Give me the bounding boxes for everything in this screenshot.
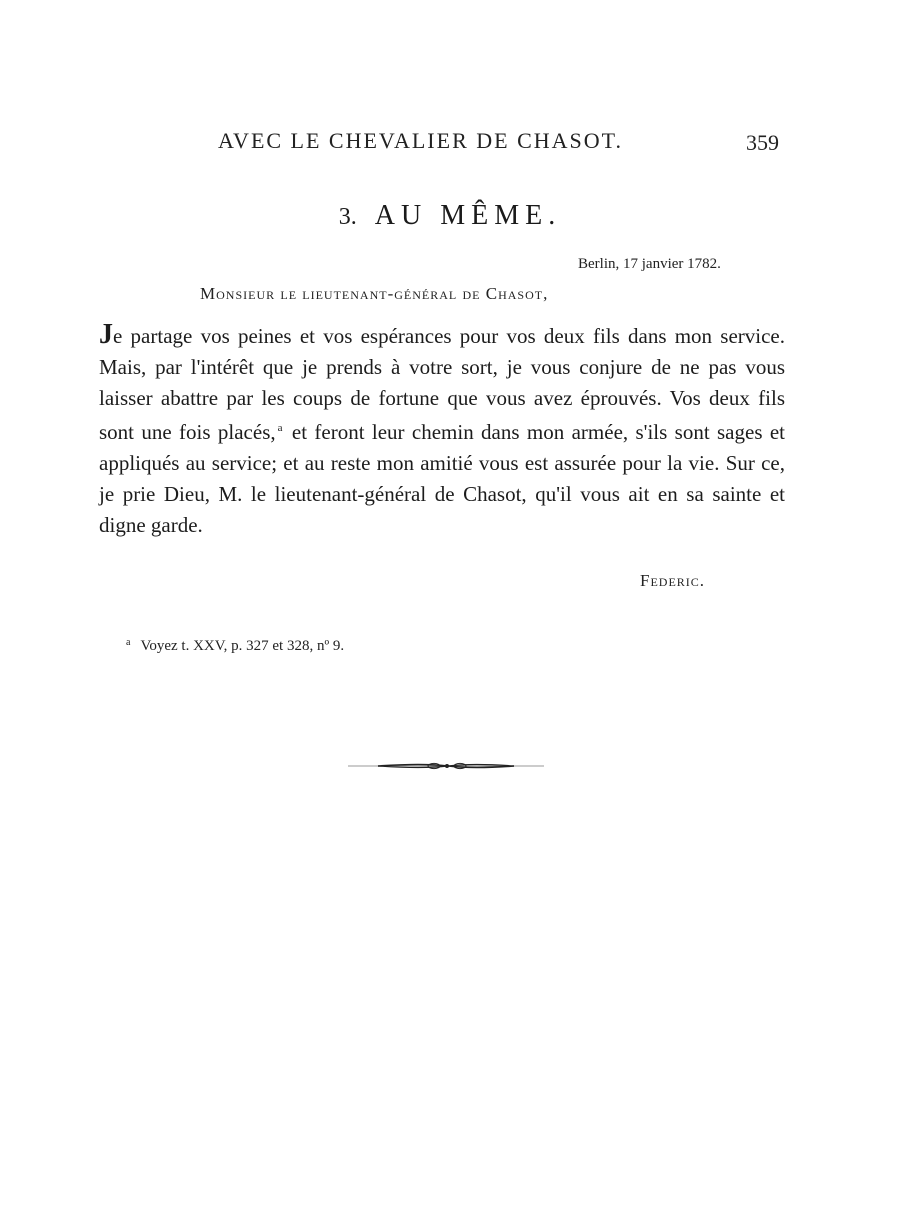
signature: Federic.: [640, 571, 706, 590]
dateline: Berlin, 17 janvier 1782.: [578, 256, 721, 272]
footnote: [126, 637, 344, 655]
letter-heading: AU MÊME.: [374, 200, 562, 231]
letter-body-part1: e partage vos peines et vos espérances pour vos deux fils dans mon service. Mais, par l'intérêt que je prends à votre sort, je vous conjure de ne pas vous laisser abattre par les coups de fortune que vous avez éprouvés. Vos deux fils sont une fois placés,: [99, 324, 785, 445]
page-number: 359: [746, 130, 779, 155]
letter-title: [0, 200, 900, 232]
running-head: AVEC LE CHEVALIER DE CHASOT.: [218, 128, 623, 153]
footnote-reference: a: [277, 422, 283, 435]
letter-number: 3.: [338, 204, 357, 230]
salutation: Monsieur le lieutenant-général de Chasot,: [200, 284, 549, 303]
letter-body: [99, 320, 785, 541]
letter-body-part2: et feront leur chemin dans mon armée, s'ils sont sages et appliqués au service; et au reste mon amitié vous est assurée pour la vie. Sur ce, je prie Dieu, M. le lieutenant-général de Chasot, qu'il vous ait en sa sainte et digne garde.: [99, 420, 786, 537]
ornament-divider-icon: [348, 758, 544, 774]
footnote-text: Voyez t. XXV, p. 327 et 328, nº 9.: [140, 638, 345, 654]
footnote-marker: a: [126, 637, 131, 648]
drop-cap: J: [99, 319, 113, 350]
